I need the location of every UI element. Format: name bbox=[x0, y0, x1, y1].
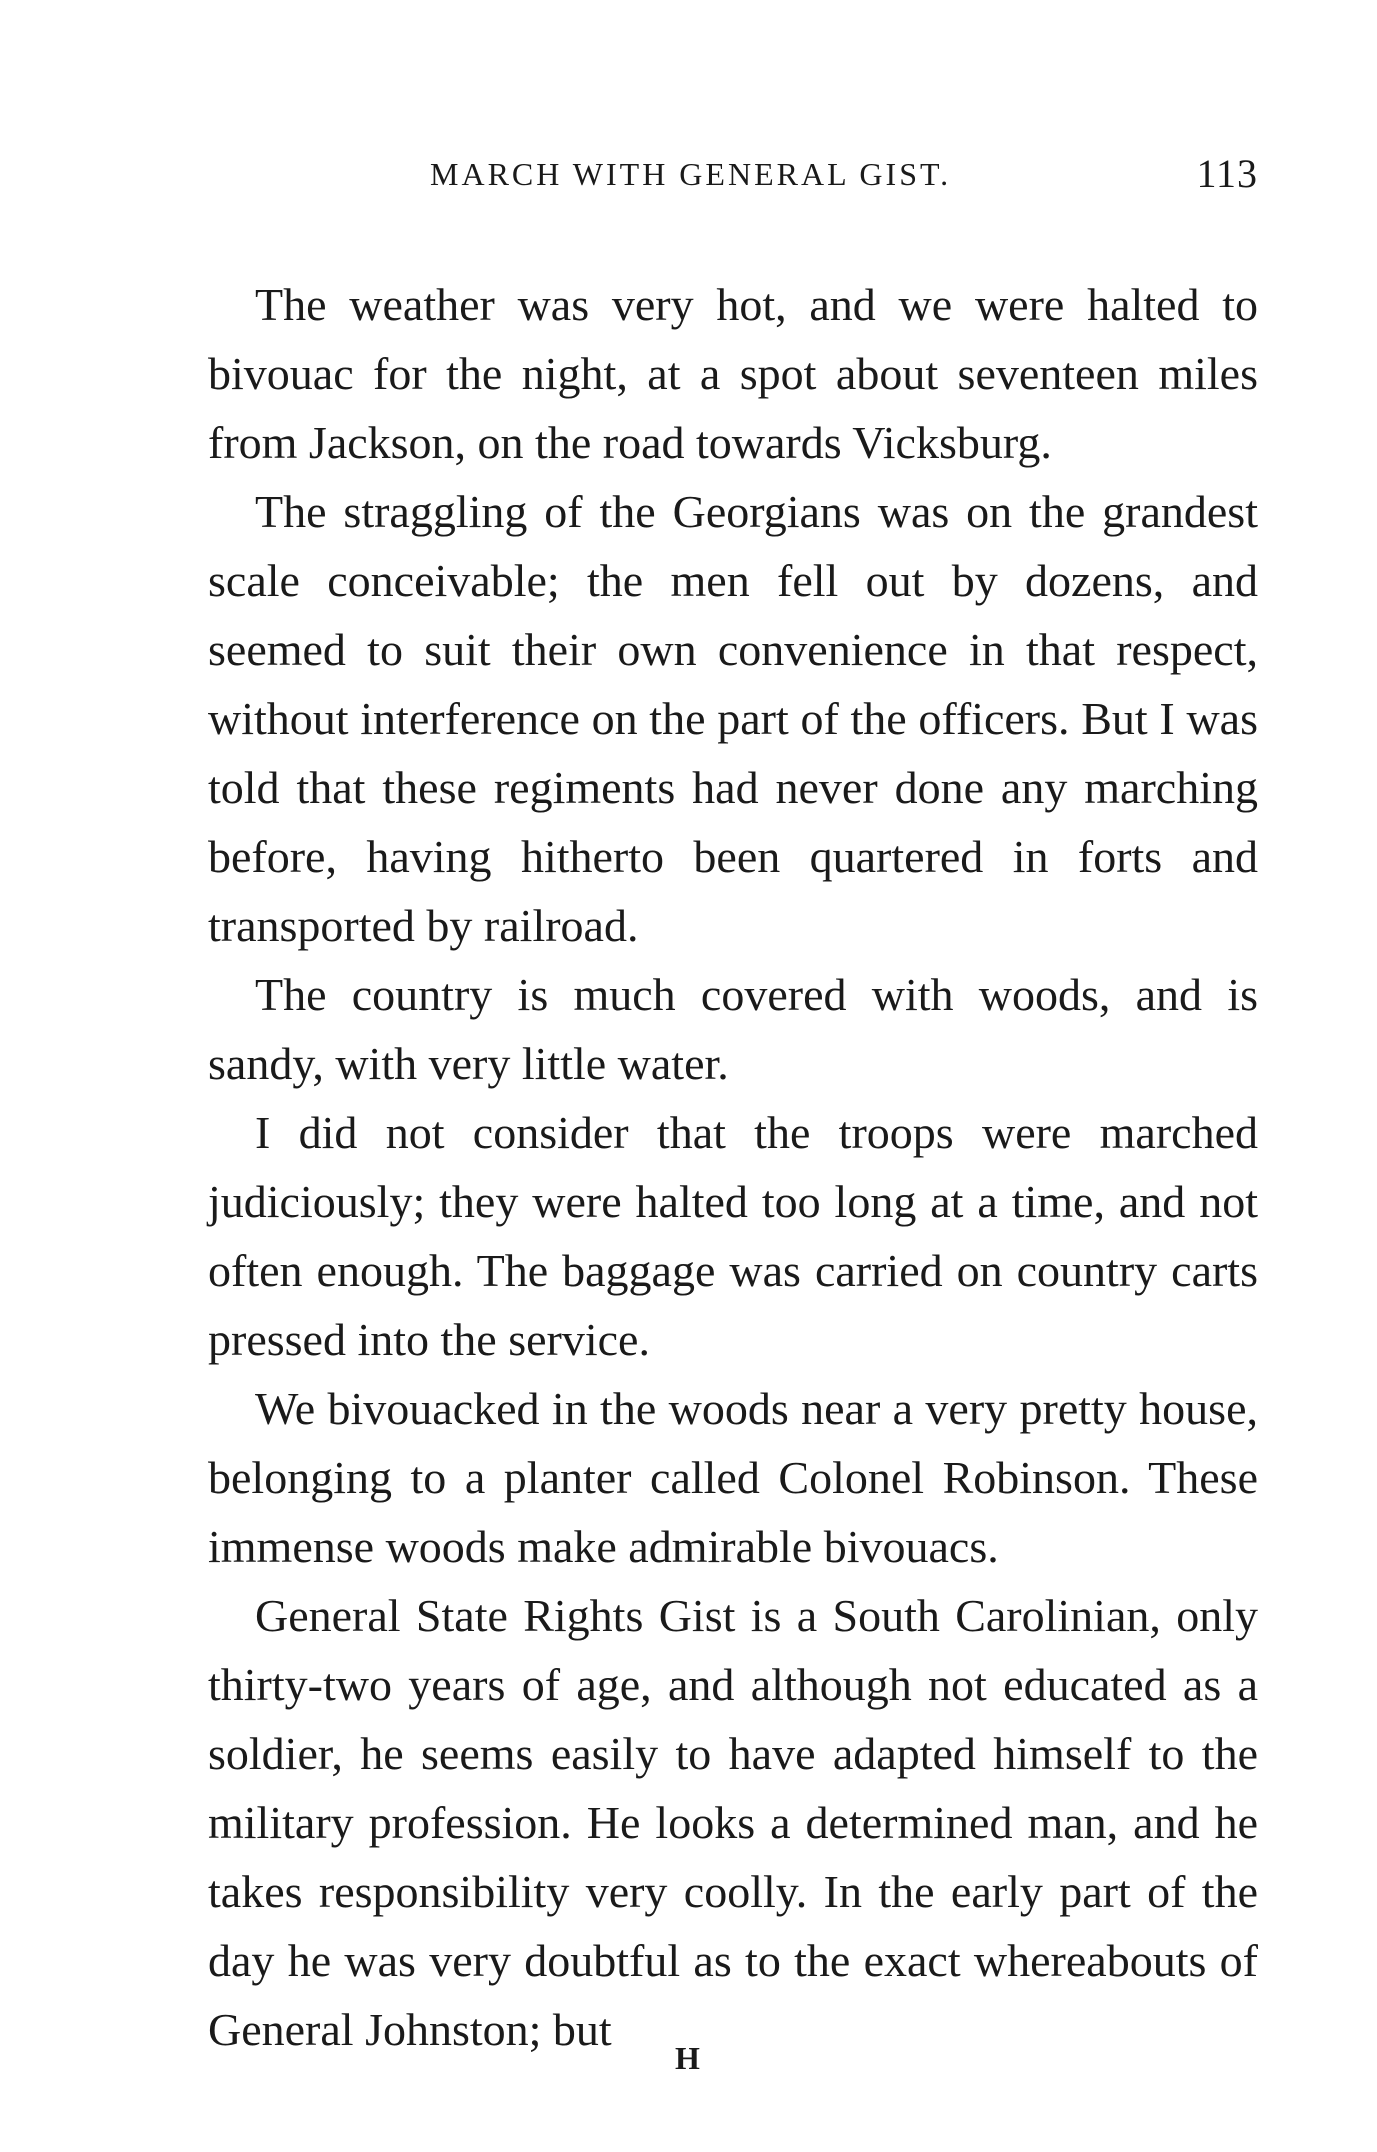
paragraph: General State Rights Gist is a South Carolinian, only thirty-two years of age, and although not educated as a soldier, he seems easily to have adapted himself to the military profession. He looks a determined man, and he takes responsibility very coolly. In the early part of the day he was very doubtful as to the exact whereabouts of General Johnston; but bbox=[208, 1590, 1258, 2055]
paragraph: The weather was very hot, and we were halted to bivouac for the night, at a spot about seventeen miles from Jackson, on the road towards Vicksburg. bbox=[208, 279, 1258, 468]
book-page bbox=[208, 150, 1258, 2064]
paragraph: We bivouacked in the woods near a very pretty house, belonging to a planter called Colonel Robinson. These immense woods make admirable bivouacs. bbox=[208, 1383, 1258, 1572]
signature-mark: H bbox=[675, 2040, 702, 2076]
page-number: 113 bbox=[1196, 151, 1258, 196]
body-text bbox=[208, 270, 1258, 2064]
running-head bbox=[208, 150, 1258, 210]
paragraph: I did not consider that the troops were marched judiciously; they were halted too long at a time, and not often enough. The baggage was carried on country carts pressed into the service. bbox=[208, 1107, 1258, 1365]
paragraph: The country is much covered with woods, and is sandy, with very little water. bbox=[208, 969, 1258, 1089]
paragraph: The straggling of the Georgians was on the grandest scale conceivable; the men fell out by dozens, and seemed to suit their own convenience in that respect, without interference on the part of the officers. But I was told that these regiments had never done any marching before, having hitherto been quartered in forts and transported by railroad. bbox=[208, 486, 1258, 951]
running-title: MARCH WITH GENERAL GIST. bbox=[430, 156, 952, 192]
